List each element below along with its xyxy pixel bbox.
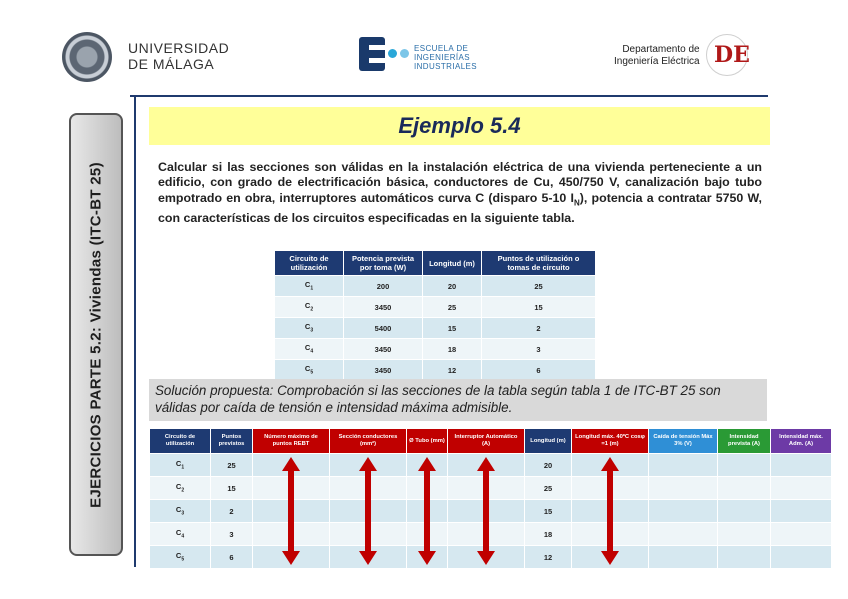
table-cell: 6 <box>482 360 595 380</box>
empty-cell <box>718 477 770 499</box>
table-row <box>275 339 595 359</box>
circuit-cell: $C_4$ <box>150 523 210 545</box>
empty-cell <box>407 477 447 499</box>
empty-cell <box>448 500 524 522</box>
table-cell: 18 <box>423 339 481 359</box>
puntos-cell: 15 <box>211 477 252 499</box>
table-row <box>150 546 831 568</box>
vertical-divider <box>134 97 136 567</box>
school-logo-icon <box>359 37 409 76</box>
circuit-cell: $C_1$ <box>275 276 343 296</box>
t2-header-cell: Caída de tensión Máx 3% (V) <box>649 429 717 453</box>
circuit-cell: $C_5$ <box>275 360 343 380</box>
empty-cell <box>253 477 329 499</box>
empty-cell <box>330 477 406 499</box>
university-seal-icon <box>62 32 112 82</box>
empty-cell <box>407 523 447 545</box>
circuit-cell: $C_1$ <box>150 454 210 476</box>
empty-cell <box>572 546 648 568</box>
t2-header-cell: Interruptor Automático (A) <box>448 429 524 453</box>
empty-cell <box>718 454 770 476</box>
circuit-cell: $C_2$ <box>150 477 210 499</box>
table-row <box>275 297 595 317</box>
empty-cell <box>407 454 447 476</box>
empty-cell <box>572 454 648 476</box>
empty-cell <box>448 546 524 568</box>
empty-cell <box>771 546 831 568</box>
t2-header-cell: Puntos previstos <box>211 429 252 453</box>
table-cell: 5400 <box>344 318 422 338</box>
empty-cell <box>649 477 717 499</box>
t2-header-cell: Circuito de utilización <box>150 429 210 453</box>
circuit-cell: $C_4$ <box>275 339 343 359</box>
circuit-cell: $C_3$ <box>150 500 210 522</box>
table-row <box>150 477 831 499</box>
page-title: Ejemplo 5.4 <box>398 113 521 138</box>
table-cell: 20 <box>423 276 481 296</box>
circuit-cell: $C_3$ <box>275 318 343 338</box>
empty-cell <box>771 523 831 545</box>
empty-cell <box>448 477 524 499</box>
table-cell: 200 <box>344 276 422 296</box>
empty-cell <box>771 477 831 499</box>
department-name: Departamento de Ingeniería Eléctrica <box>614 44 700 67</box>
department-logo-icon: DE <box>706 34 748 76</box>
empty-cell <box>718 523 770 545</box>
table-cell: 3 <box>482 339 595 359</box>
empty-cell <box>572 523 648 545</box>
t2-header-cell: Sección conductores (mm²) <box>330 429 406 453</box>
t2-header-cell: Longitud (m) <box>525 429 571 453</box>
longitud-cell: 25 <box>525 477 571 499</box>
puntos-cell: 6 <box>211 546 252 568</box>
circuit-data-table <box>274 250 596 381</box>
longitud-cell: 15 <box>525 500 571 522</box>
empty-cell <box>649 523 717 545</box>
school-name: ESCUELA DE INGENIERÍAS INDUSTRIALES <box>414 44 478 71</box>
empty-cell <box>253 523 329 545</box>
empty-cell <box>253 546 329 568</box>
table-cell: 3450 <box>344 339 422 359</box>
puntos-cell: 25 <box>211 454 252 476</box>
table-cell: 15 <box>423 318 481 338</box>
t1-header-cell: Puntos de utilización o tomas de circuito <box>482 251 595 275</box>
empty-cell <box>330 500 406 522</box>
t1-header-cell: Potencia prevista por toma (W) <box>344 251 422 275</box>
empty-cell <box>448 454 524 476</box>
empty-cell <box>330 454 406 476</box>
t1-header-cell: Circuito de utilización <box>275 251 343 275</box>
table-cell: 2 <box>482 318 595 338</box>
header-divider <box>130 95 768 97</box>
verification-table <box>149 428 832 569</box>
table-row <box>150 523 831 545</box>
empty-cell <box>253 454 329 476</box>
empty-cell <box>330 523 406 545</box>
table-row <box>275 360 595 380</box>
table-cell: 15 <box>482 297 595 317</box>
t2-header-cell: Intensidad prevista (A) <box>718 429 770 453</box>
solution-text: Solución propuesta: Comprobación si las secciones de la tabla según tabla 1 de ITC-BT 25 son válidas por caída de tensión e intensidad máxima admisible. <box>155 383 721 415</box>
table-cell: 12 <box>423 360 481 380</box>
table-cell: 3450 <box>344 360 422 380</box>
empty-cell <box>649 454 717 476</box>
t2-header-cell: Intensidad máx. Adm. (A) <box>771 429 831 453</box>
problem-statement: Calcular si las secciones son válidas en la instalación eléctrica de una vivienda perteneciente a un edificio, con grado de electrificación básica, conductores de Cu, 450/750 V, canalización bajo tubo empotrado en obra, interruptores automáticos curva C (disparo 5-10 $I_N$), potencia a contratar 5750 W, con características de los circuitos especificadas en la siguiente tabla. <box>158 160 762 225</box>
t1-header-cell: Longitud (m) <box>423 251 481 275</box>
empty-cell <box>407 500 447 522</box>
t2-header-cell: Número máximo de puntos REBT <box>253 429 329 453</box>
empty-cell <box>253 500 329 522</box>
table-row <box>150 454 831 476</box>
puntos-cell: 2 <box>211 500 252 522</box>
side-tab-label: EJERCICIOS PARTE 5.2: Viviendas (ITC-BT 25) <box>87 162 105 508</box>
table-row <box>275 276 595 296</box>
empty-cell <box>771 500 831 522</box>
t2-header-cell: Longitud máx. 40ºC cosφ =1 (m) <box>572 429 648 453</box>
empty-cell <box>448 523 524 545</box>
table-row <box>275 318 595 338</box>
puntos-cell: 3 <box>211 523 252 545</box>
table-cell: 25 <box>423 297 481 317</box>
empty-cell <box>718 500 770 522</box>
table-cell: 3450 <box>344 297 422 317</box>
circuit-cell: $C_5$ <box>150 546 210 568</box>
empty-cell <box>572 500 648 522</box>
circuit-cell: $C_2$ <box>275 297 343 317</box>
table-cell: 25 <box>482 276 595 296</box>
university-name: UNIVERSIDAD DE MÁLAGA <box>128 40 230 72</box>
empty-cell <box>572 477 648 499</box>
empty-cell <box>407 546 447 568</box>
longitud-cell: 20 <box>525 454 571 476</box>
longitud-cell: 12 <box>525 546 571 568</box>
empty-cell <box>771 454 831 476</box>
t2-header-cell: Ø Tubo (mm) <box>407 429 447 453</box>
empty-cell <box>718 546 770 568</box>
longitud-cell: 18 <box>525 523 571 545</box>
empty-cell <box>649 546 717 568</box>
empty-cell <box>330 546 406 568</box>
empty-cell <box>649 500 717 522</box>
table-row <box>150 500 831 522</box>
